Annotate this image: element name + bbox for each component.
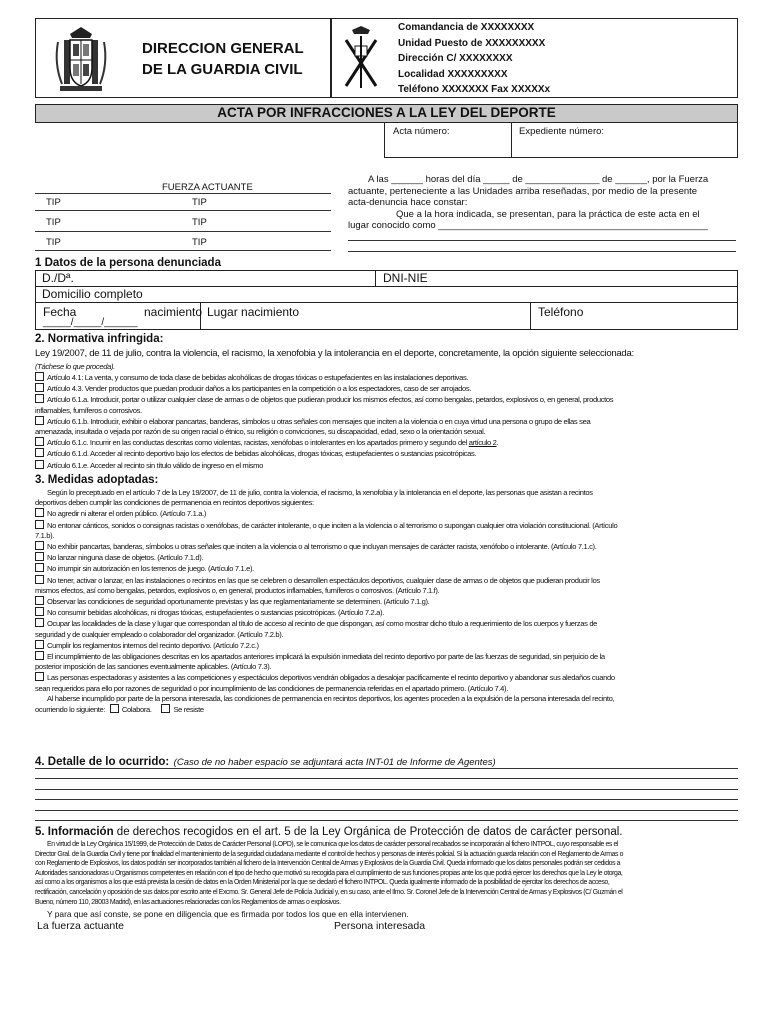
medidas-intro: Según lo preceptuado en el artículo 7 de la Ley 19/2007, de 11 de julio, contra la violencia, el racismo, la xenofobia y la intolerancia en el deporte, las personas que asistan a recintos [47,488,593,497]
intro-line: lugar conocido como ___________________________________________________ [348,220,708,231]
lopd-line: así como a los organismos a los que está prevista la cesión de datos en la Orden Ministerial por la que se declaró el fichero INTPOL. Queda igualmente informado de la posibilidad de ejercitar los derechos de acceso, [35,879,610,887]
unidad: Unidad Puesto de XXXXXXXXX [398,37,546,49]
fuerza-line-3 [35,250,331,251]
checkbox[interactable] [35,575,44,584]
tip-label: TIP [46,237,61,248]
checkbox[interactable] [35,563,44,572]
ocurriendo-row [35,704,740,715]
domicilio-label: Domicilio completo [42,287,143,301]
medida-item[interactable] [35,508,740,519]
detalle-line[interactable] [35,789,738,790]
item-text: posterior imposición de las sanciones eventualmente aplicables. (Artículo 7.3). [35,662,272,672]
guardia-civil-emblem [340,26,382,92]
tip-label: TIP [192,237,207,248]
unit-info [398,20,550,98]
section-5-title: 5. Información [35,826,114,838]
expediente-label: Expediente número: [519,126,605,137]
section-4-header: 4. Detalle de lo ocurrido: (Caso de no haber espacio se adjuntará acta INT-01 de Informe de Agentes) [35,756,496,768]
section-2-title: 2. Normativa infringida: [35,333,164,345]
item-text: No exhibir pancartas, banderas, símbolos u otras señales que inciten a la violencia o al terrorismo o que incluyan mensajes de carácter racista, xenófobo o intolerante. (Artículo 7.1.c). [47,542,597,552]
fecha-label: Fecha [43,305,77,319]
checkbox[interactable] [35,448,44,457]
medida-item[interactable] [35,640,740,651]
item-text: 7.1.b). [35,530,55,540]
detalle-line[interactable] [35,768,738,769]
checkbox[interactable] [35,607,44,616]
lopd-line: Bueno, número 110, 28003 Madrid), en las actuaciones relacionadas con los Reglamentos de armas o explosivos. [35,898,341,906]
lopd-text [35,840,740,907]
colabora-checkbox[interactable] [110,704,119,713]
medida-item[interactable] [35,596,740,607]
section-4-note: (Caso de no haber espacio se adjuntará acta INT-01 de Informe de Agentes) [173,757,496,768]
lopd-line: con Reglamento de Explosivos, los datos podrán ser incorporados también al fichero de la Intervención Central de Armas y Explosivos de la Guardia Civil. Queda informado que los datos personales podrán ser cedidos a [35,860,621,868]
item-text: inflamables, fumíferos o corrosivos. [35,405,142,415]
checkbox[interactable] [35,372,44,381]
intro-line: actuante, perteneciente a las Unidades arriba reseñadas, por medio de la presente [348,185,698,197]
checkbox[interactable] [35,508,44,517]
checkbox[interactable] [35,552,44,561]
item-text: El incumplimiento de las obligaciones descritas en los apartados anteriores implicará la expulsión inmediata del recinto deportivo por parte de las fuerzas de seguridad, sin perjuicio de la [47,652,605,662]
nacimiento-label: nacimiento [144,305,203,319]
section-3-title: 3. Medidas adoptadas: [35,474,159,486]
item-text: No agredir ni alterar el orden público. (Artículo 7.1.a.) [47,509,207,519]
item-text: sean requeridos para ello por razones de seguridad o por incumplimiento de las condiciones de permanencia referidas en el apartado primero. (Artículo 7.4). [35,683,508,693]
intro-line: A las ______ horas del día _____ de ______________ de ______, por la Fuerza [368,174,709,185]
checkbox[interactable] [35,460,44,469]
lopd-line: En virtud de la Ley Orgánica 15/1999, de Protección de Datos de Carácter Personal (LOPD), se le comunica que los datos de carácter personal recabados se incorporarán al fichero INTPOL, cuyo responsable es el [47,841,619,848]
item-text: seguridad y de cualquier empleado o colaborador del organizador. (Artículo 7.2.b). [35,629,284,639]
intro-blank-line [348,240,736,241]
checkbox[interactable] [35,541,44,550]
normativa-item[interactable] [35,416,740,427]
coat-of-arms-logo [50,24,112,94]
item-text: amenazada, insultada o vejada por razón de su origen racial o étnico, su religión o convicciones, su discapacidad, edad, sexo o la orientación sexual. [35,427,486,437]
tip-label: TIP [192,217,207,228]
colabora-label: Colabora. [121,705,152,715]
medida-item[interactable] [35,618,740,629]
item-text: Ocupar las localidades de la clase y lugar que correspondan al título de acceso al recinto de que dispongan, así como mostrar dicho título a requerimiento de los cuerpos y fuerzas de [47,619,598,629]
tip-label: TIP [46,197,61,208]
detalle-line[interactable] [35,820,738,821]
normativa-item[interactable] [35,372,740,383]
intro-line: acta-denuncia hace constar: [348,197,468,208]
item-text: Artículo 4.1: La venta, y consumo de toda clase de bebidas alcohólicas de drogas tóxicas o estupefacientes en las instalaciones deportivas. [47,373,469,382]
detalle-line[interactable] [35,810,738,811]
item-text: Artículo 6.1.e. Acceder al recinto sin título válido de ingreso en el mismo [47,460,264,470]
closing-text: Y para que así conste, se pone en diligencia que es firmada por todos los que en ella intervienen. [47,909,409,919]
section-5-header [35,826,622,838]
fecha-blank: _____/_____/______ [43,317,138,328]
lopd-line: Director Gral. de la Guardia Civil y tiene por finalidad el mantenimiento de la seguridad ciudadana mediante el control de hechos y personas de interés policial. Si la actuación guarda relación con el Reglamento de Armas o [35,850,624,858]
item-text: Artículo 6.1.a. Introducir, portar o utilizar cualquier clase de armas o de objetos que pudieran producir los mismos efectos, así como bengalas, petardos, explosivos o, en general, productos [47,395,614,405]
checkbox[interactable] [35,416,44,425]
persona-dni-field[interactable] [375,270,738,287]
item-text: mismos efectos, así como bengalas, petardos, explosivos o, en general, productos inflamables, fumíferos o corrosivos. (Artículo 7.1.f). [35,585,440,595]
item-text: No entonar cánticos, sonidos o consignas racistas o xenófobas, de carácter intolerante, o que inciten a la violencia o al terrorismo o supongan cualquier otra violación constitucional. (Artículo [47,520,618,530]
medida-item[interactable] [35,552,740,563]
medida-item[interactable] [35,575,740,586]
medida-item[interactable] [35,651,740,662]
medida-item[interactable] [35,541,740,552]
lopd-line: rectificación, cancelación y oposición de sus datos por escrito ante el Excmo. Sr. General Jefe de Policía Judicial y, en su caso, ante el Ilmo. Sr. Coronel Jefe de la Intervención Central de Armas y Explosivos (C/ Guzmán el [35,888,623,896]
org-name [142,38,304,80]
detalle-line[interactable] [35,778,738,779]
lugar-label: Lugar nacimiento [207,305,300,319]
resiste-checkbox[interactable] [161,704,170,713]
ley-text: Ley 19/2007, de 11 de julio, contra la violencia, el racismo, la xenofobia y la intolerancia en el deporte, concretamente, la opción siguiente seleccionada: [35,348,634,359]
normativa-item[interactable]: Artículo 6.1.c. Incurrir en las conductas descritas como violentas, racistas, xenófobas o intolerantes en los apartados primero y segundo del artículo 2. [35,437,740,448]
medida-item[interactable] [35,563,740,574]
tip-label: TIP [192,197,207,208]
telefono: Teléfono XXXXXXX Fax XXXXXx [398,84,551,95]
lopd-line: Autoridades sancionadoras u Organismos competentes en relación con el tipo de hecho que motivó su recogida para el cumplimiento de sus funciones propias ante los que podrá ejercer los derechos que la Ley le otorga, [35,869,623,877]
medida-item[interactable] [35,607,740,618]
checkbox[interactable] [35,437,44,446]
comandancia: Comandancia de XXXXXXXX [398,22,535,33]
checkbox[interactable] [35,672,44,681]
medidas-list [35,488,740,715]
localidad: Localidad XXXXXXXXX [398,68,508,80]
tip-label: TIP [46,217,61,228]
normativa-item[interactable] [35,460,740,471]
signature-right-label: Persona interesada [334,920,426,932]
normativa-item[interactable] [35,383,740,394]
item-text: Las personas espectadoras y asistentes a las competiciones y espectáculos deportivos vendrán obligados a desalojar pacíficamente el recinto deportivo y abandonar sus aledaños cuando [47,673,615,683]
org-name-line1: DIRECCION GENERAL [142,40,304,57]
item-text: No irrumpir sin autorización en los terrenos de juego. (Artículo 7.1.e). [47,564,254,574]
intro-text [348,174,740,232]
item-text: Observar las condiciones de seguridad oportunamente previstas y las que reglamentariamente se determinen. (Artículo 7.1.g). [47,597,430,607]
checkbox[interactable] [35,618,44,627]
telefono-label: Teléfono [538,305,584,319]
normativa-item[interactable] [35,448,740,459]
item-text: Artículo 4.3. Vender productos que puedan producir daños a los participantes en la competición o a los espectadores, caso de ser arrojados. [47,384,472,394]
checkbox[interactable] [35,640,44,649]
dni-label: DNI-NIE [383,271,428,285]
checkbox[interactable] [35,520,44,529]
checkbox[interactable] [35,394,44,403]
page-title: ACTA POR INFRACCIONES A LA LEY DEL DEPORTE [217,105,556,120]
tachese-note: (Táchese lo que proceda). [35,362,115,371]
intro-line: Que a la hora indicada, se presentan, para la práctica de este acta en el [396,208,700,220]
resiste-label: Se resiste [173,705,204,715]
item-text: Cumplir los reglamentos internos del recinto deportivo. (Artículo 7.2.c.) [47,640,259,650]
item-text: Artículo 6.1.c. Incurrir en las conductas descritas como violentas, racistas, xenófobas o intolerantes en los apartados primero y segundo del [47,438,469,448]
section-1-title: 1 Datos de la persona denunciada [35,257,221,269]
direccion: Dirección C/ XXXXXXXX [398,53,513,64]
fuerza-line-2 [35,231,331,232]
item-text: No tener, activar o lanzar, en las instalaciones o recintos en las que se celebren o desarrollen espectáculos deportivos, cualquier clase de armas o de objetos que pudieran producir los [47,575,600,585]
medida-item[interactable] [35,520,740,531]
item-text: Artículo 6.1.d. Acceder al recinto deportivo bajo los efectos de bebidas alcohólicas, drogas tóxicas, estupefacientes o sustancias psicotrópicas. [47,449,477,459]
fuerza-line-1 [35,210,331,211]
acta-numero-label: Acta número: [393,126,450,137]
item-text: Artículo 6.1.b. Introducir, exhibir o elaborar pancartas, banderas, símbolos u otras señales con mensajes que inciten a la violencia o en cuya virtud una persona o grupo de ellas sea [47,416,591,426]
section-4-title: 4. Detalle de lo ocurrido [35,756,166,768]
item-text: No consumir bebidas alcohólicas, ni drogas tóxicas, estupefacientes o sustancias psicotrópicas. (Artículo 7.2.a). [47,608,384,618]
ocurriendo-label: ocurriendo lo siguiente: [35,705,106,715]
item-text: No lanzar ninguna clase de objetos. (Artículo 7.1.d). [47,553,204,563]
fuerza-actuante-label: FUERZA ACTUANTE [162,182,253,193]
normativa-item[interactable] [35,394,740,405]
d-label: D./Dª. [42,271,74,285]
medida-item[interactable] [35,672,740,683]
checkbox[interactable] [35,651,44,660]
persona-d-field[interactable] [35,270,376,287]
fuerza-line-0 [35,193,331,194]
detalle-line[interactable] [35,799,738,800]
checkbox[interactable] [35,596,44,605]
intro-blank-line [348,251,736,252]
normativa-list [35,372,740,471]
checkbox[interactable] [35,383,44,392]
signature-left-label: La fuerza actuante [37,920,124,932]
medidas-outro: Al haberse incumplido por parte de la persona interesada, las condiciones de permanencia en recintos deportivos, los agentes proceden a la expulsión de la persona interesada del recinto, [47,693,615,703]
medidas-intro: deportivos deben cumplir las condiciones de permanencia en recintos deportivos siguientes: [35,498,314,508]
articulo-2-link[interactable]: artículo 2 [468,438,497,448]
org-name-line2: DE LA GUARDIA CIVIL [142,61,303,78]
section-5-title-rest: de derechos recogidos en el art. 5 de la Ley Orgánica de Protección de datos de carácter personal. [113,826,623,838]
